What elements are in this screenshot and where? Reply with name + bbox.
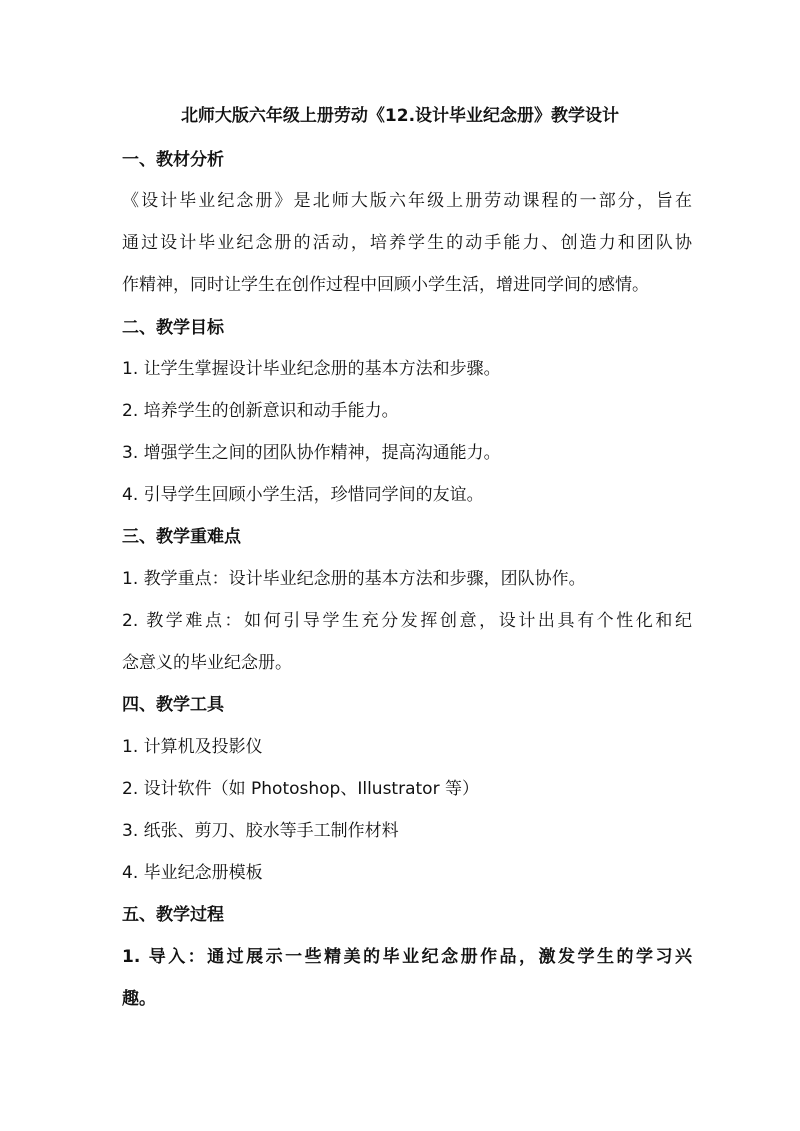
document-title: 北师大版六年级上册劳动《12.设计毕业纪念册》教学设计 bbox=[180, 106, 620, 126]
list-item: 3. 增强学生之间的团队协作精神，提高沟通能力。 bbox=[122, 443, 501, 463]
paragraph-line: 通过设计毕业纪念册的活动，培养学生的动手能力、创造力和团队协 bbox=[122, 233, 692, 253]
list-item: 3. 纸张、剪刀、胶水等手工制作材料 bbox=[122, 821, 399, 841]
paragraph-line: 《设计毕业纪念册》是北师大版六年级上册劳动课程的一部分，旨在 bbox=[122, 191, 692, 211]
list-item: 2. 教学难点：如何引导学生充分发挥创意，设计出具有个性化和纪 bbox=[122, 611, 692, 631]
section-heading-key-points: 三、教学重难点 bbox=[122, 527, 241, 547]
paragraph-line: 作精神，同时让学生在创作过程中回顾小学生活，增进同学间的感情。 bbox=[122, 275, 649, 295]
section-heading-goals: 二、教学目标 bbox=[122, 318, 224, 338]
list-item: 2. 培养学生的创新意识和动手能力。 bbox=[122, 401, 399, 421]
list-item: 2. 设计软件（如 Photoshop、Illustrator 等） bbox=[122, 779, 479, 799]
list-item: 4. 毕业纪念册模板 bbox=[122, 863, 263, 883]
list-item-continuation: 念意义的毕业纪念册。 bbox=[122, 653, 292, 673]
list-item: 4. 引导学生回顾小学生活，珍惜同学间的友谊。 bbox=[122, 485, 484, 505]
process-step-continuation: 趣。 bbox=[122, 989, 156, 1009]
list-item: 1. 教学重点：设计毕业纪念册的基本方法和步骤，团队协作。 bbox=[122, 569, 586, 589]
section-heading-process: 五、教学过程 bbox=[122, 905, 224, 925]
section-heading-analysis: 一、教材分析 bbox=[122, 150, 224, 170]
section-heading-tools: 四、教学工具 bbox=[122, 695, 224, 715]
process-step: 1. 导入：通过展示一些精美的毕业纪念册作品，激发学生的学习兴 bbox=[122, 947, 692, 967]
list-item: 1. 计算机及投影仪 bbox=[122, 737, 263, 757]
list-item: 1. 让学生掌握设计毕业纪念册的基本方法和步骤。 bbox=[122, 359, 501, 379]
